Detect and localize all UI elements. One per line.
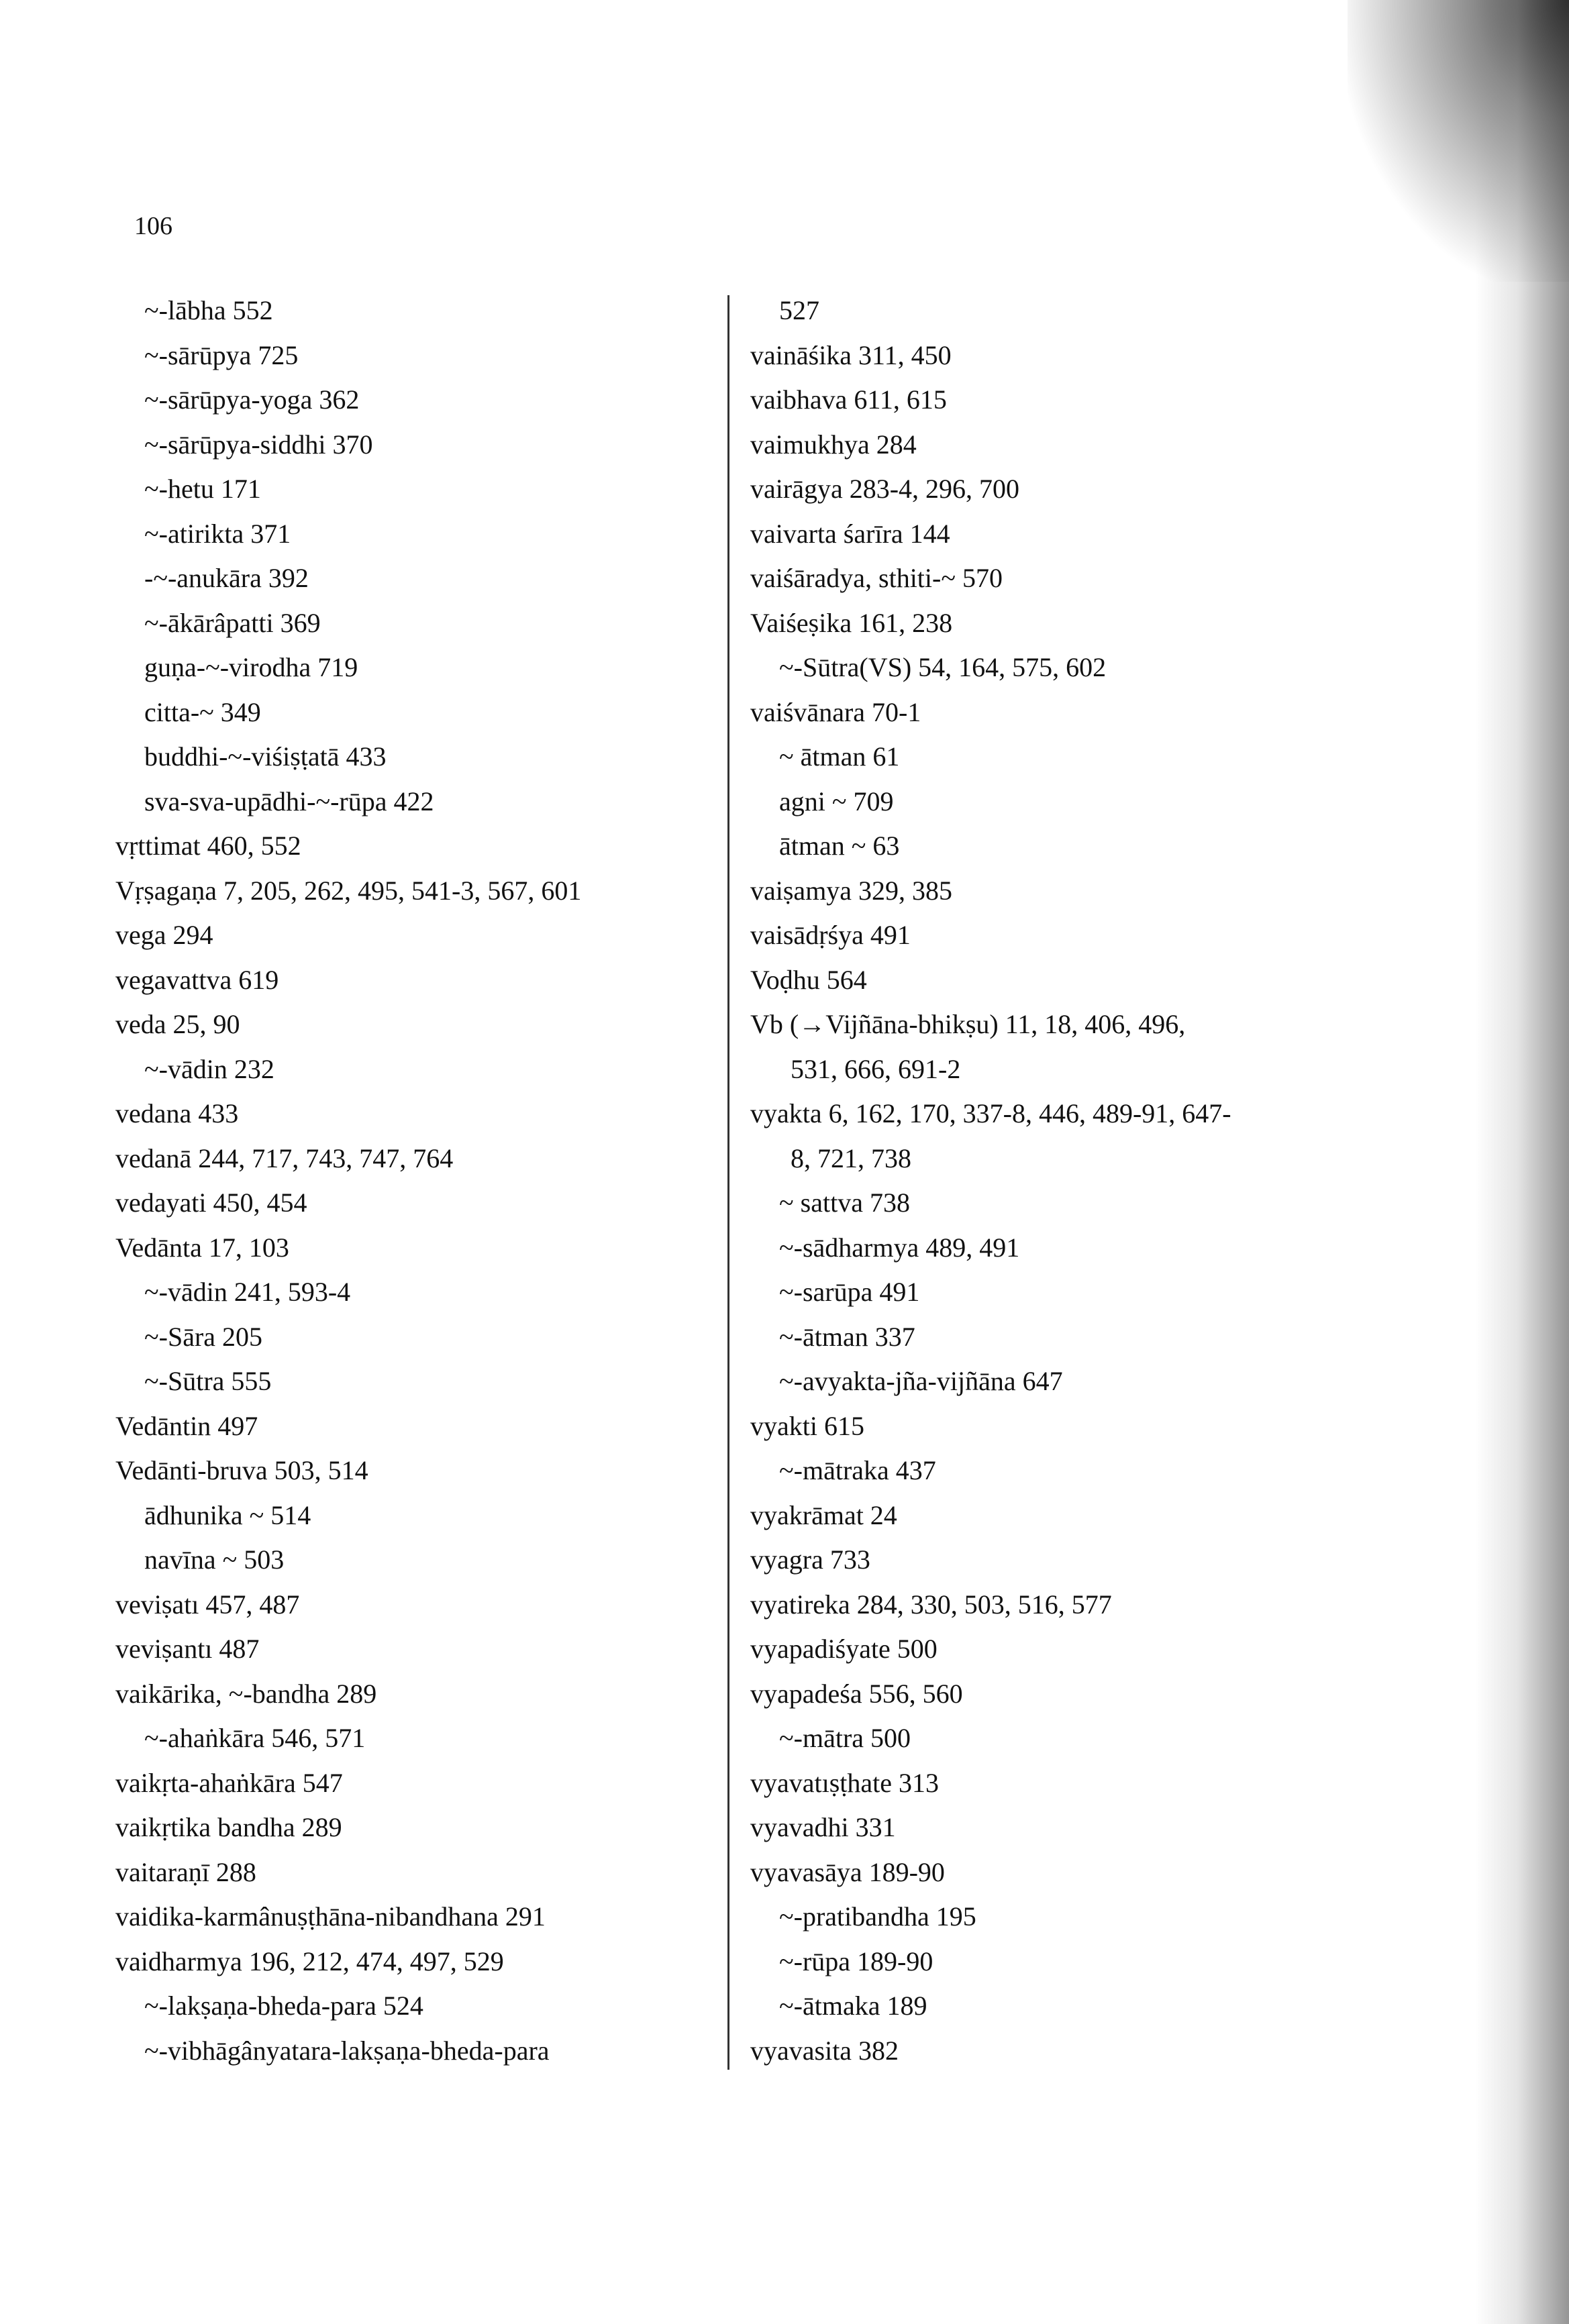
index-entry: navīna ~ 503 (144, 1544, 285, 1575)
index-entry: ~-rūpa 189-90 (779, 1946, 933, 1976)
page-number: 106 (134, 212, 172, 240)
index-column-right (750, 288, 1231, 2073)
index-entry: vega 294 (115, 920, 213, 950)
index-entry: vaidika-karmânuṣṭhāna-nibandhana 291 (115, 1901, 546, 1932)
index-entry: vedana 433 (115, 1098, 239, 1128)
index-entry: vaiśāradya, sthiti-~ 570 (750, 563, 1003, 593)
index-entry: vaidharmya 196, 212, 474, 497, 529 (115, 1946, 504, 1976)
index-entry: veviṣantı 487 (115, 1634, 260, 1664)
index-entry: ~-sārūpya 725 (144, 339, 299, 370)
index-entry: vyapadiśyate 500 (750, 1634, 938, 1664)
index-entry: ~-sarūpa 491 (779, 1277, 920, 1307)
index-entry: ~-vādin 241, 593-4 (144, 1277, 351, 1307)
index-entry: Vb (→Vijñāna-bhikṣu) 11, 18, 406, 496, (750, 1009, 1186, 1039)
index-entry: guṇa-~-virodha 719 (144, 652, 358, 682)
index-entry: vedanā 244, 717, 743, 747, 764 (115, 1143, 454, 1173)
index-entry: vaiśvānara 70-1 (750, 696, 921, 727)
index-entry: vṛttimat 460, 552 (115, 831, 301, 861)
index-entry: ~-pratibandha 195 (779, 1901, 976, 1932)
index-entry: ātman ~ 63 (779, 831, 900, 861)
index-entry: ~-ātmaka 189 (779, 1991, 927, 2021)
index-entry: vegavattva 619 (115, 964, 279, 995)
index-entry: vaisādṛśya 491 (750, 920, 911, 950)
index-entry: Vedāntin 497 (115, 1410, 258, 1441)
index-entry: vyavatıṣṭhate 313 (750, 1767, 940, 1798)
index-entry: ~ ātman 61 (779, 741, 900, 772)
index-entry: citta-~ 349 (144, 696, 261, 727)
index-entry: vaivarta śarīra 144 (750, 518, 950, 549)
index-entry: 8, 721, 738 (791, 1143, 911, 1173)
index-entry: sva-sva-upādhi-~-rūpa 422 (144, 786, 434, 816)
index-entry: ~-Sūtra 555 (144, 1366, 272, 1396)
index-entry: vyakta 6, 162, 170, 337-8, 446, 489-91, 647- (750, 1098, 1231, 1128)
index-entry: ~-vibhāgânyatara-lakṣaṇa-bheda-para (144, 2035, 550, 2066)
index-entry: vyavadhi 331 (750, 1812, 896, 1842)
index-entry: Vṛṣagaṇa 7, 205, 262, 495, 541-3, 567, 601 (115, 875, 582, 906)
index-entry: vairāgya 283-4, 296, 700 (750, 474, 1020, 504)
index-entry: veviṣatı 457, 487 (115, 1589, 300, 1620)
index-entry: vyatireka 284, 330, 503, 516, 577 (750, 1589, 1112, 1620)
index-entry: vaikṛtika bandha 289 (115, 1812, 342, 1842)
index-entry: vaikṛta-ahaṅkāra 547 (115, 1767, 343, 1798)
index-entry: ~-Sāra 205 (144, 1321, 263, 1352)
index-entry: ~-sārūpya-siddhi 370 (144, 429, 373, 460)
index-entry: vyavasāya 189-90 (750, 1856, 945, 1887)
index-entry: 531, 666, 691-2 (791, 1053, 961, 1084)
index-entry: vyakrāmat 24 (750, 1499, 897, 1530)
index-entry: ādhunika ~ 514 (144, 1499, 311, 1530)
index-entry: -~-anukāra 392 (144, 563, 309, 593)
index-entry: ~-ākārâpatti 369 (144, 607, 321, 638)
column-divider (727, 295, 729, 2070)
index-entry: ~-lābha 552 (144, 295, 273, 325)
index-entry: 527 (779, 295, 819, 325)
index-entry: vyakti 615 (750, 1410, 864, 1441)
index-entry: vaitaraṇī 288 (115, 1856, 256, 1887)
index-entry: Vaiśeṣika 161, 238 (750, 607, 953, 638)
index-entry: ~-sārūpya-yoga 362 (144, 384, 360, 415)
index-entry: Voḍhu 564 (750, 964, 867, 995)
index-column-left (115, 288, 581, 2073)
index-entry: vaimukhya 284 (750, 429, 917, 460)
index-entry: vyapadeśa 556, 560 (750, 1678, 963, 1709)
index-entry: vaināśika 311, 450 (750, 339, 952, 370)
index-entry: vedayati 450, 454 (115, 1187, 307, 1218)
index-entry: ~-ahaṅkāra 546, 571 (144, 1723, 366, 1753)
scan-edge-shadow (1475, 0, 1569, 2324)
index-entry: Vedānti-bruva 503, 514 (115, 1455, 368, 1485)
index-entry: vaikārika, ~-bandha 289 (115, 1678, 377, 1709)
index-entry: ~-Sūtra(VS) 54, 164, 575, 602 (779, 652, 1107, 682)
index-entry: ~-mātra 500 (779, 1723, 911, 1753)
index-entry: vaiṣamya 329, 385 (750, 875, 953, 906)
index-entry: veda 25, 90 (115, 1009, 240, 1039)
index-entry: vyagra 733 (750, 1544, 870, 1575)
index-entry: ~-ātman 337 (779, 1321, 915, 1352)
index-entry: Vedānta 17, 103 (115, 1232, 289, 1263)
index-entry: ~-sādharmya 489, 491 (779, 1232, 1020, 1263)
index-entry: ~-lakṣaṇa-bheda-para 524 (144, 1991, 423, 2021)
index-entry: ~-vādin 232 (144, 1053, 274, 1084)
index-entry: agni ~ 709 (779, 786, 894, 816)
index-entry: ~-mātraka 437 (779, 1455, 936, 1485)
index-entry: vaibhava 611, 615 (750, 384, 947, 415)
index-entry: ~-hetu 171 (144, 474, 261, 504)
index-entry: buddhi-~-viśiṣṭatā 433 (144, 741, 387, 772)
index-entry: ~ sattva 738 (779, 1187, 910, 1218)
index-entry: ~-avyakta-jña-vijñāna 647 (779, 1366, 1063, 1396)
index-entry: vyavasita 382 (750, 2035, 899, 2066)
index-entry: ~-atirikta 371 (144, 518, 291, 549)
